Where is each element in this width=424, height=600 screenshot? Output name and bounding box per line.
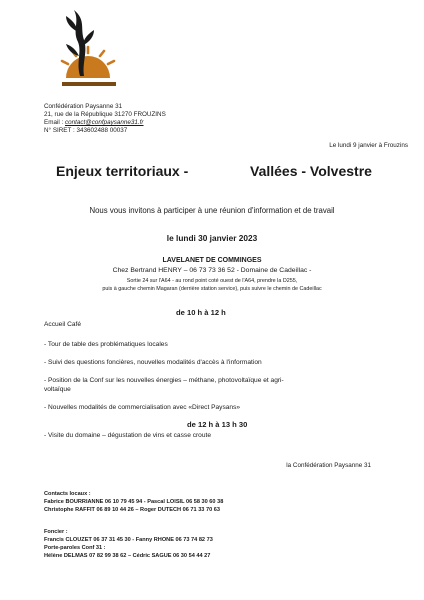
- contacts-local-line: Fabrice BOURRIANNE 06 10 79 45 94 - Pascal LOISIL 06 58 30 60 38: [44, 499, 224, 505]
- confederation-paysanne-logo-icon: [44, 6, 134, 98]
- organization-address: 21, rue de la République 31270 FROUZINS: [44, 111, 166, 118]
- email-link[interactable]: contact@confpaysanne31.fr: [65, 119, 144, 126]
- contacts-local-heading: Contacts locaux :: [44, 491, 91, 497]
- logo-ground-icon: [62, 82, 116, 86]
- agenda-item: - Suivi des questions foncières, nouvelles modalités d'accès à l'information: [44, 359, 262, 366]
- venue-host: Chez Bertrand HENRY – 06 73 73 36 52 - Domaine de Cadeillac -: [112, 267, 312, 274]
- organization-name: Confédération Paysanne 31: [44, 103, 123, 110]
- agenda-item: - Nouvelles modalités de commercialisation avec «Direct Paysans»: [44, 404, 241, 411]
- title-left: Enjeux territoriaux -: [56, 163, 189, 179]
- organization-siret: N° SIRET : 343602488 00037: [44, 127, 128, 134]
- venue-name: LAVELANET DE COMMINGES: [162, 257, 262, 264]
- email-label: Email :: [44, 119, 64, 126]
- signature: la Confédération Paysanne 31: [286, 462, 371, 469]
- contacts-spokes-heading: Porte-paroles Conf 31 :: [44, 545, 106, 551]
- welcome-coffee: Accueil Café: [44, 321, 82, 328]
- noon-time: de 12 h à 13 h 30: [187, 420, 248, 429]
- morning-time: de 10 h à 12 h: [176, 308, 226, 317]
- date-place: Le lundi 9 janvier à Frouzins: [329, 142, 408, 149]
- contacts-foncier-line: Francis CLOUZET 06 37 31 45 30 - Fanny RHONE 06 73 74 82 73: [44, 537, 213, 543]
- contacts-spokes-line: Hélène DELMAS 07 82 99 38 62 – Cédric SAGUE 06 30 54 44 27: [44, 553, 211, 559]
- logo-sun-icon: [62, 47, 114, 78]
- agenda-visit: - Visite du domaine – dégustation de vins et casse croute: [44, 432, 212, 439]
- agenda-item: - Position de la Conf sur les nouvelles énergies – méthane, photovoltaïque et agri-: [44, 377, 284, 384]
- venue-directions-1: Sortie 24 sur l'A64 - au rond point coté ouest de l'A64, prendre la D255,: [126, 278, 298, 284]
- invitation-text: Nous vous invitons à participer à une réunion d'information et de travail: [89, 206, 335, 215]
- venue-directions-2: puis à gauche chemin Magaran (derrière station service), puis suivre le chemin de Cadeillac: [102, 286, 322, 292]
- agenda-item: - Tour de table des problématiques locales: [44, 341, 168, 348]
- organization-email: [44, 119, 144, 127]
- title-right: Vallées - Volvestre: [250, 163, 372, 179]
- contacts-foncier-heading: Foncier :: [44, 529, 68, 535]
- contacts-local-line: Christophe RAFFIT 06 89 10 44 26 – Roger DUTECH 06 71 33 70 63: [44, 507, 220, 513]
- meeting-date: le lundi 30 janvier 2023: [166, 233, 258, 243]
- agenda-item: voltaïque: [44, 386, 71, 393]
